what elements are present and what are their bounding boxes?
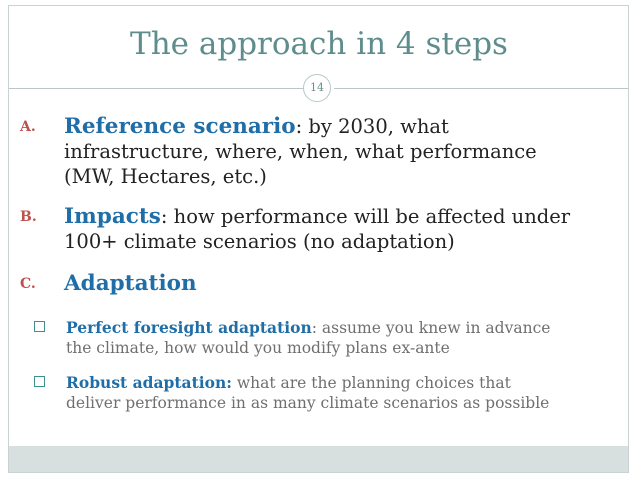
sub-item-text: : assume you knew in advance — [311, 319, 551, 337]
sub-item-line-1 — [66, 373, 511, 393]
divider-right — [334, 88, 628, 89]
item-line-1 — [64, 115, 449, 139]
item-marker: C. — [20, 276, 36, 292]
slide-number: 14 — [303, 74, 331, 102]
sub-item-line-1 — [66, 318, 550, 338]
item-keyword: Impacts — [64, 204, 161, 229]
item-text: : how performance will be affected under — [160, 205, 571, 228]
sub-item-text: what are the planning choices that — [231, 374, 511, 392]
item-text: : by 2030, what — [295, 115, 449, 138]
item-marker: A. — [20, 119, 36, 135]
hollow-square-bullet-icon — [34, 376, 45, 387]
item-line-1 — [64, 205, 570, 229]
item-line-2: 100+ climate scenarios (no adaptation) — [64, 230, 455, 253]
item-line-1 — [64, 272, 197, 296]
slide-title: The approach in 4 steps — [130, 26, 508, 62]
sub-item-keyword: Robust adaptation: — [66, 373, 232, 392]
item-line-2: infrastructure, where, when, what performance — [64, 140, 537, 163]
item-marker: B. — [20, 209, 37, 225]
item-line-3: (MW, Hectares, etc.) — [64, 165, 267, 188]
sub-item-line-2: the climate, how would you modify plans ex-ante — [66, 339, 450, 357]
sub-item-keyword: Perfect foresight adaptation — [66, 318, 312, 337]
hollow-square-bullet-icon — [34, 321, 45, 332]
divider-left — [9, 88, 304, 89]
bottom-band — [9, 446, 628, 472]
item-keyword: Reference scenario — [64, 114, 296, 139]
sub-item-line-2: deliver performance in as many climate scenarios as possible — [66, 394, 550, 412]
item-keyword: Adaptation — [64, 271, 197, 296]
